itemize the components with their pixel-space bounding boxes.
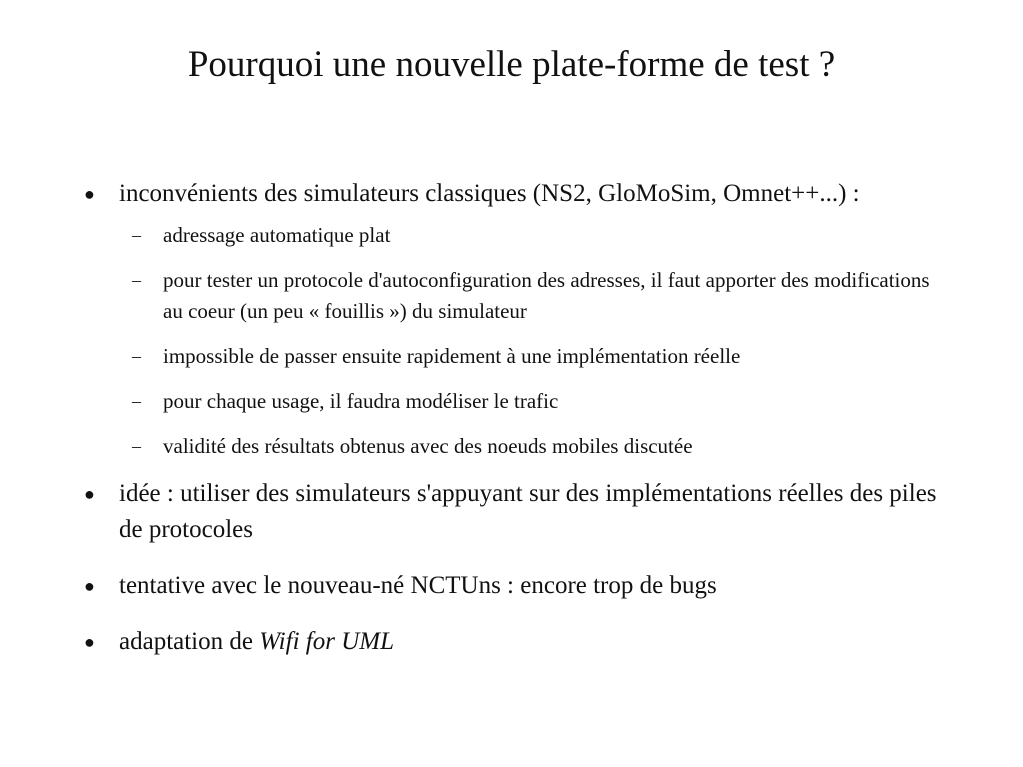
bullet-text-emphasis: Wifi for UML [259,628,394,655]
bullet-icon: ● [84,184,95,204]
dash-icon: – [132,225,141,245]
sub-bullet-item [119,431,944,462]
bullet-text-prefix: adaptation de [119,628,260,655]
bullet-text: idée : utiliser des simulateurs s'appuyant sur des implémentations réelles des piles de protocoles [119,480,937,543]
bullet-icon: ● [84,632,95,652]
sub-bullet-text: pour tester un protocole d'autoconfiguration des adresses, il faut apporter des modifications au coeur (un peu « fouillis ») du simulateur [163,268,930,323]
dash-icon: – [132,391,141,411]
sub-bullet-list [119,220,944,462]
bullet-item-inconvenients [84,176,944,212]
sub-bullet-item [119,341,944,372]
dash-icon: – [132,270,141,290]
bullet-text: tentative avec le nouveau-né NCTUns : encore trop de bugs [119,572,717,599]
sub-bullet-text: pour chaque usage, il faudra modéliser le trafic [163,389,559,413]
sub-bullet-item [119,220,944,251]
dash-icon: – [132,346,141,366]
sub-bullet-item [119,386,944,417]
slide-title: Pourquoi une nouvelle plate-forme de test ? [187,44,836,85]
bullet-icon: ● [84,576,95,596]
bullet-item-adaptation [84,624,944,660]
bullet-item-idee [84,476,944,548]
bullet-list [84,176,944,660]
sub-bullet-item [119,265,944,327]
sub-bullet-text: validité des résultats obtenus avec des noeuds mobiles discutée [163,434,693,458]
bullet-item-tentative [84,568,944,604]
sub-bullet-text: impossible de passer ensuite rapidement à une implémentation réelle [163,344,741,368]
bullet-text: inconvénients des simulateurs classiques (NS2, GloMoSim, Omnet++...) : [119,180,860,207]
dash-icon: – [132,436,141,456]
sub-bullet-text: adressage automatique plat [163,223,391,247]
bullet-icon: ● [84,484,95,504]
